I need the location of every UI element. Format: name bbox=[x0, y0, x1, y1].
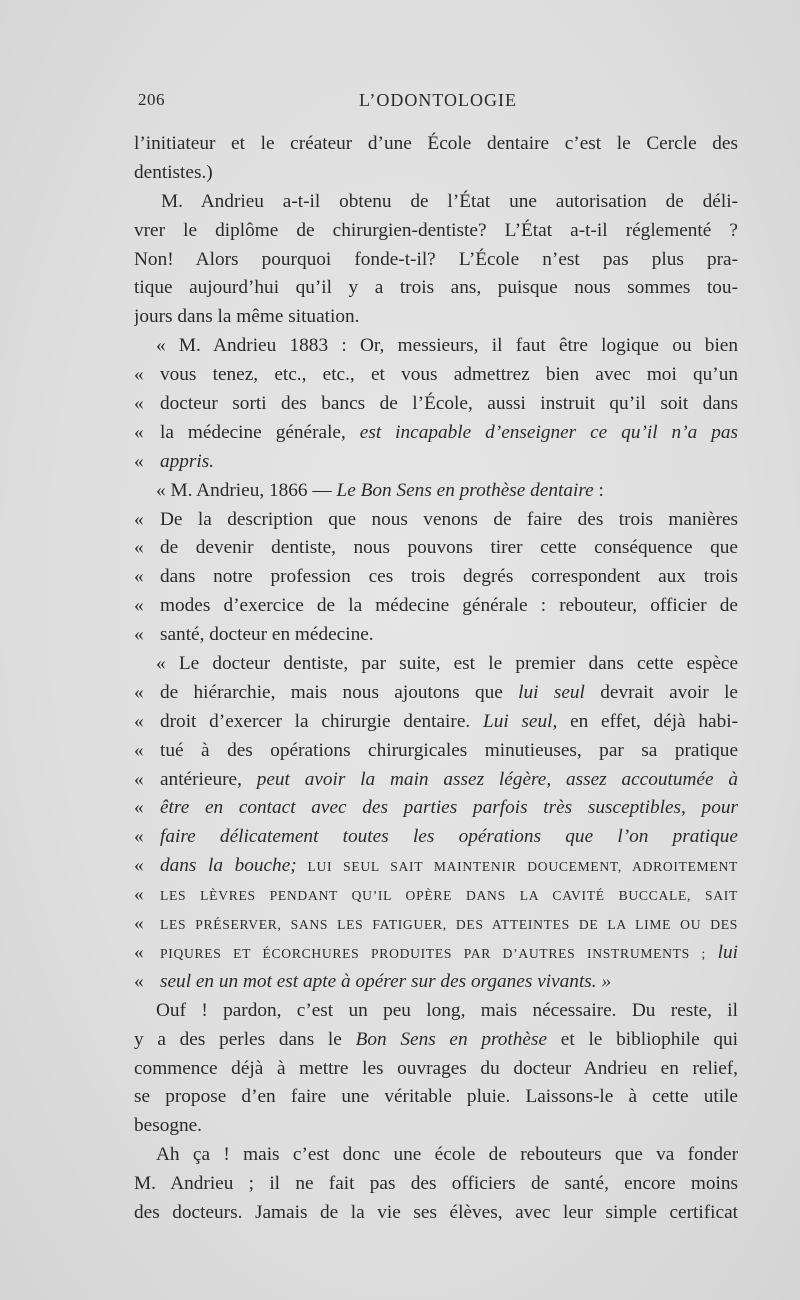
quote-mark: « bbox=[134, 913, 144, 935]
quote-mark: « bbox=[134, 710, 144, 732]
quote-mark: « bbox=[134, 364, 144, 386]
text-line: Non! Alors pourquoi fonde-t-il? L’École n’est pas plus pra- bbox=[134, 248, 738, 270]
text-line: dentistes.) bbox=[134, 161, 213, 183]
text-line: « LES LÈVRES PENDANT QU’IL OPÈRE DANS LA CAVITÉ BUCCALE, SAIT bbox=[134, 881, 738, 910]
quote-mark: « bbox=[134, 970, 144, 992]
text-line: jours dans la même situation. bbox=[134, 306, 360, 328]
text-line: « de hiérarchie, mais nous ajoutons que lui seul devrait avoir le bbox=[134, 679, 738, 708]
quote-mark: « bbox=[134, 624, 144, 646]
quote-mark: « bbox=[134, 768, 144, 790]
quote-mark: « bbox=[134, 797, 144, 819]
text-line: « Le docteur dentiste, par suite, est le premier dans cette espèce bbox=[156, 653, 738, 675]
text-line: tique aujourd’hui qu’il y a trois ans, puisque nous sommes tou- bbox=[134, 277, 738, 299]
text-line: l’initiateur et le créateur d’une École dentaire c’est le Cercle des bbox=[134, 133, 738, 154]
text-line: « vous tenez, etc., etc., et vous admettrez bien avec moi qu’un bbox=[134, 361, 738, 390]
text-line: « PIQURES ET ÉCORCHURES PRODUITES PAR D’AUTRES INSTRUMENTS ; lui bbox=[134, 939, 738, 968]
text-line: « M. Andrieu, 1866 — Le Bon Sens en prothèse dentaire : bbox=[156, 479, 604, 501]
text-line: Ah ça ! mais c’est donc une école de rebouteurs que va fonder bbox=[156, 1144, 738, 1166]
quote-mark: « bbox=[134, 739, 144, 761]
text-line: besogne. bbox=[134, 1115, 203, 1137]
text-line: des docteurs. Jamais de la vie ses élèves, avec leur simple certificat bbox=[134, 1201, 738, 1223]
quote-mark: « bbox=[134, 855, 144, 877]
text-line: « santé, docteur en médecine. bbox=[134, 621, 738, 650]
page-header bbox=[138, 90, 738, 116]
text-line: « droit d’exercer la chirurgie dentaire. Lui seul, en effet, déjà habi- bbox=[134, 708, 738, 737]
text-line: « M. Andrieu 1883 : Or, messieurs, il faut être logique ou bien bbox=[156, 335, 738, 357]
text-line: M. Andrieu a-t-il obtenu de l’État une autorisation de déli- bbox=[161, 190, 738, 212]
text-line: « tué à des opérations chirurgicales minutieuses, par sa pratique bbox=[134, 737, 738, 766]
quote-mark: « bbox=[134, 595, 144, 617]
text-line: « modes d’exercice de la médecine générale : rebouteur, officier de bbox=[134, 592, 738, 621]
quote-mark: « bbox=[134, 421, 144, 443]
text-line: « De la description que nous venons de faire des trois manières bbox=[134, 506, 738, 535]
text-line: « appris. bbox=[134, 448, 738, 477]
body-text bbox=[134, 130, 738, 1228]
text-line: se propose d’en faire une véritable pluie. Laissons-le à cette utile bbox=[134, 1086, 738, 1108]
quote-mark: « bbox=[134, 826, 144, 848]
text-line: « faire délicatement toutes les opérations que l’on pratique bbox=[134, 823, 738, 852]
quote-mark: « bbox=[134, 450, 144, 472]
quote-mark: « bbox=[134, 508, 144, 530]
quote-mark: « bbox=[134, 884, 144, 906]
text-line: commence déjà à mettre les ouvrages du docteur Andrieu en relief, bbox=[134, 1057, 738, 1079]
quote-mark: « bbox=[134, 941, 144, 963]
text-line: « docteur sorti des bancs de l’École, aussi instruit qu’il soit dans bbox=[134, 390, 738, 419]
quote-mark: « bbox=[134, 393, 144, 415]
quote-mark: « bbox=[134, 566, 144, 588]
text-line: « la médecine générale, est incapable d’enseigner ce qu’il n’a pas bbox=[134, 419, 738, 448]
text-line: Ouf ! pardon, c’est un peu long, mais nécessaire. Du reste, il bbox=[156, 999, 738, 1021]
running-title: L’ODONTOLOGIE bbox=[359, 90, 517, 110]
quote-mark: « bbox=[134, 681, 144, 703]
text-line: « de devenir dentiste, nous pouvons tirer cette conséquence que bbox=[134, 534, 738, 563]
text-line: vrer le diplôme de chirurgien-dentiste? L’État a-t-il réglementé ? bbox=[134, 219, 738, 241]
text-line: « dans notre profession ces trois degrés correspondent aux trois bbox=[134, 563, 738, 592]
text-line: « dans la bouche; LUI SEUL SAIT MAINTENIR DOUCEMENT, ADROITEMENT bbox=[134, 852, 738, 881]
text-line: « être en contact avec des parties parfois très susceptibles, pour bbox=[134, 794, 738, 823]
text-line: « seul en un mot est apte à opérer sur des organes vivants. » bbox=[134, 968, 738, 997]
text-line: « antérieure, peut avoir la main assez légère, assez accoutumée à bbox=[134, 766, 738, 795]
text-line: « LES PRÉSERVER, SANS LES FATIGUER, DES ATTEINTES DE LA LIME OU DES bbox=[134, 910, 738, 939]
text-line: M. Andrieu ; il ne fait pas des officiers de santé, encore moins bbox=[134, 1173, 738, 1195]
text-line: y a des perles dans le Bon Sens en prothèse et le bibliophile qui bbox=[134, 1028, 738, 1050]
quote-mark: « bbox=[134, 537, 144, 559]
page-number: 206 bbox=[138, 90, 165, 109]
